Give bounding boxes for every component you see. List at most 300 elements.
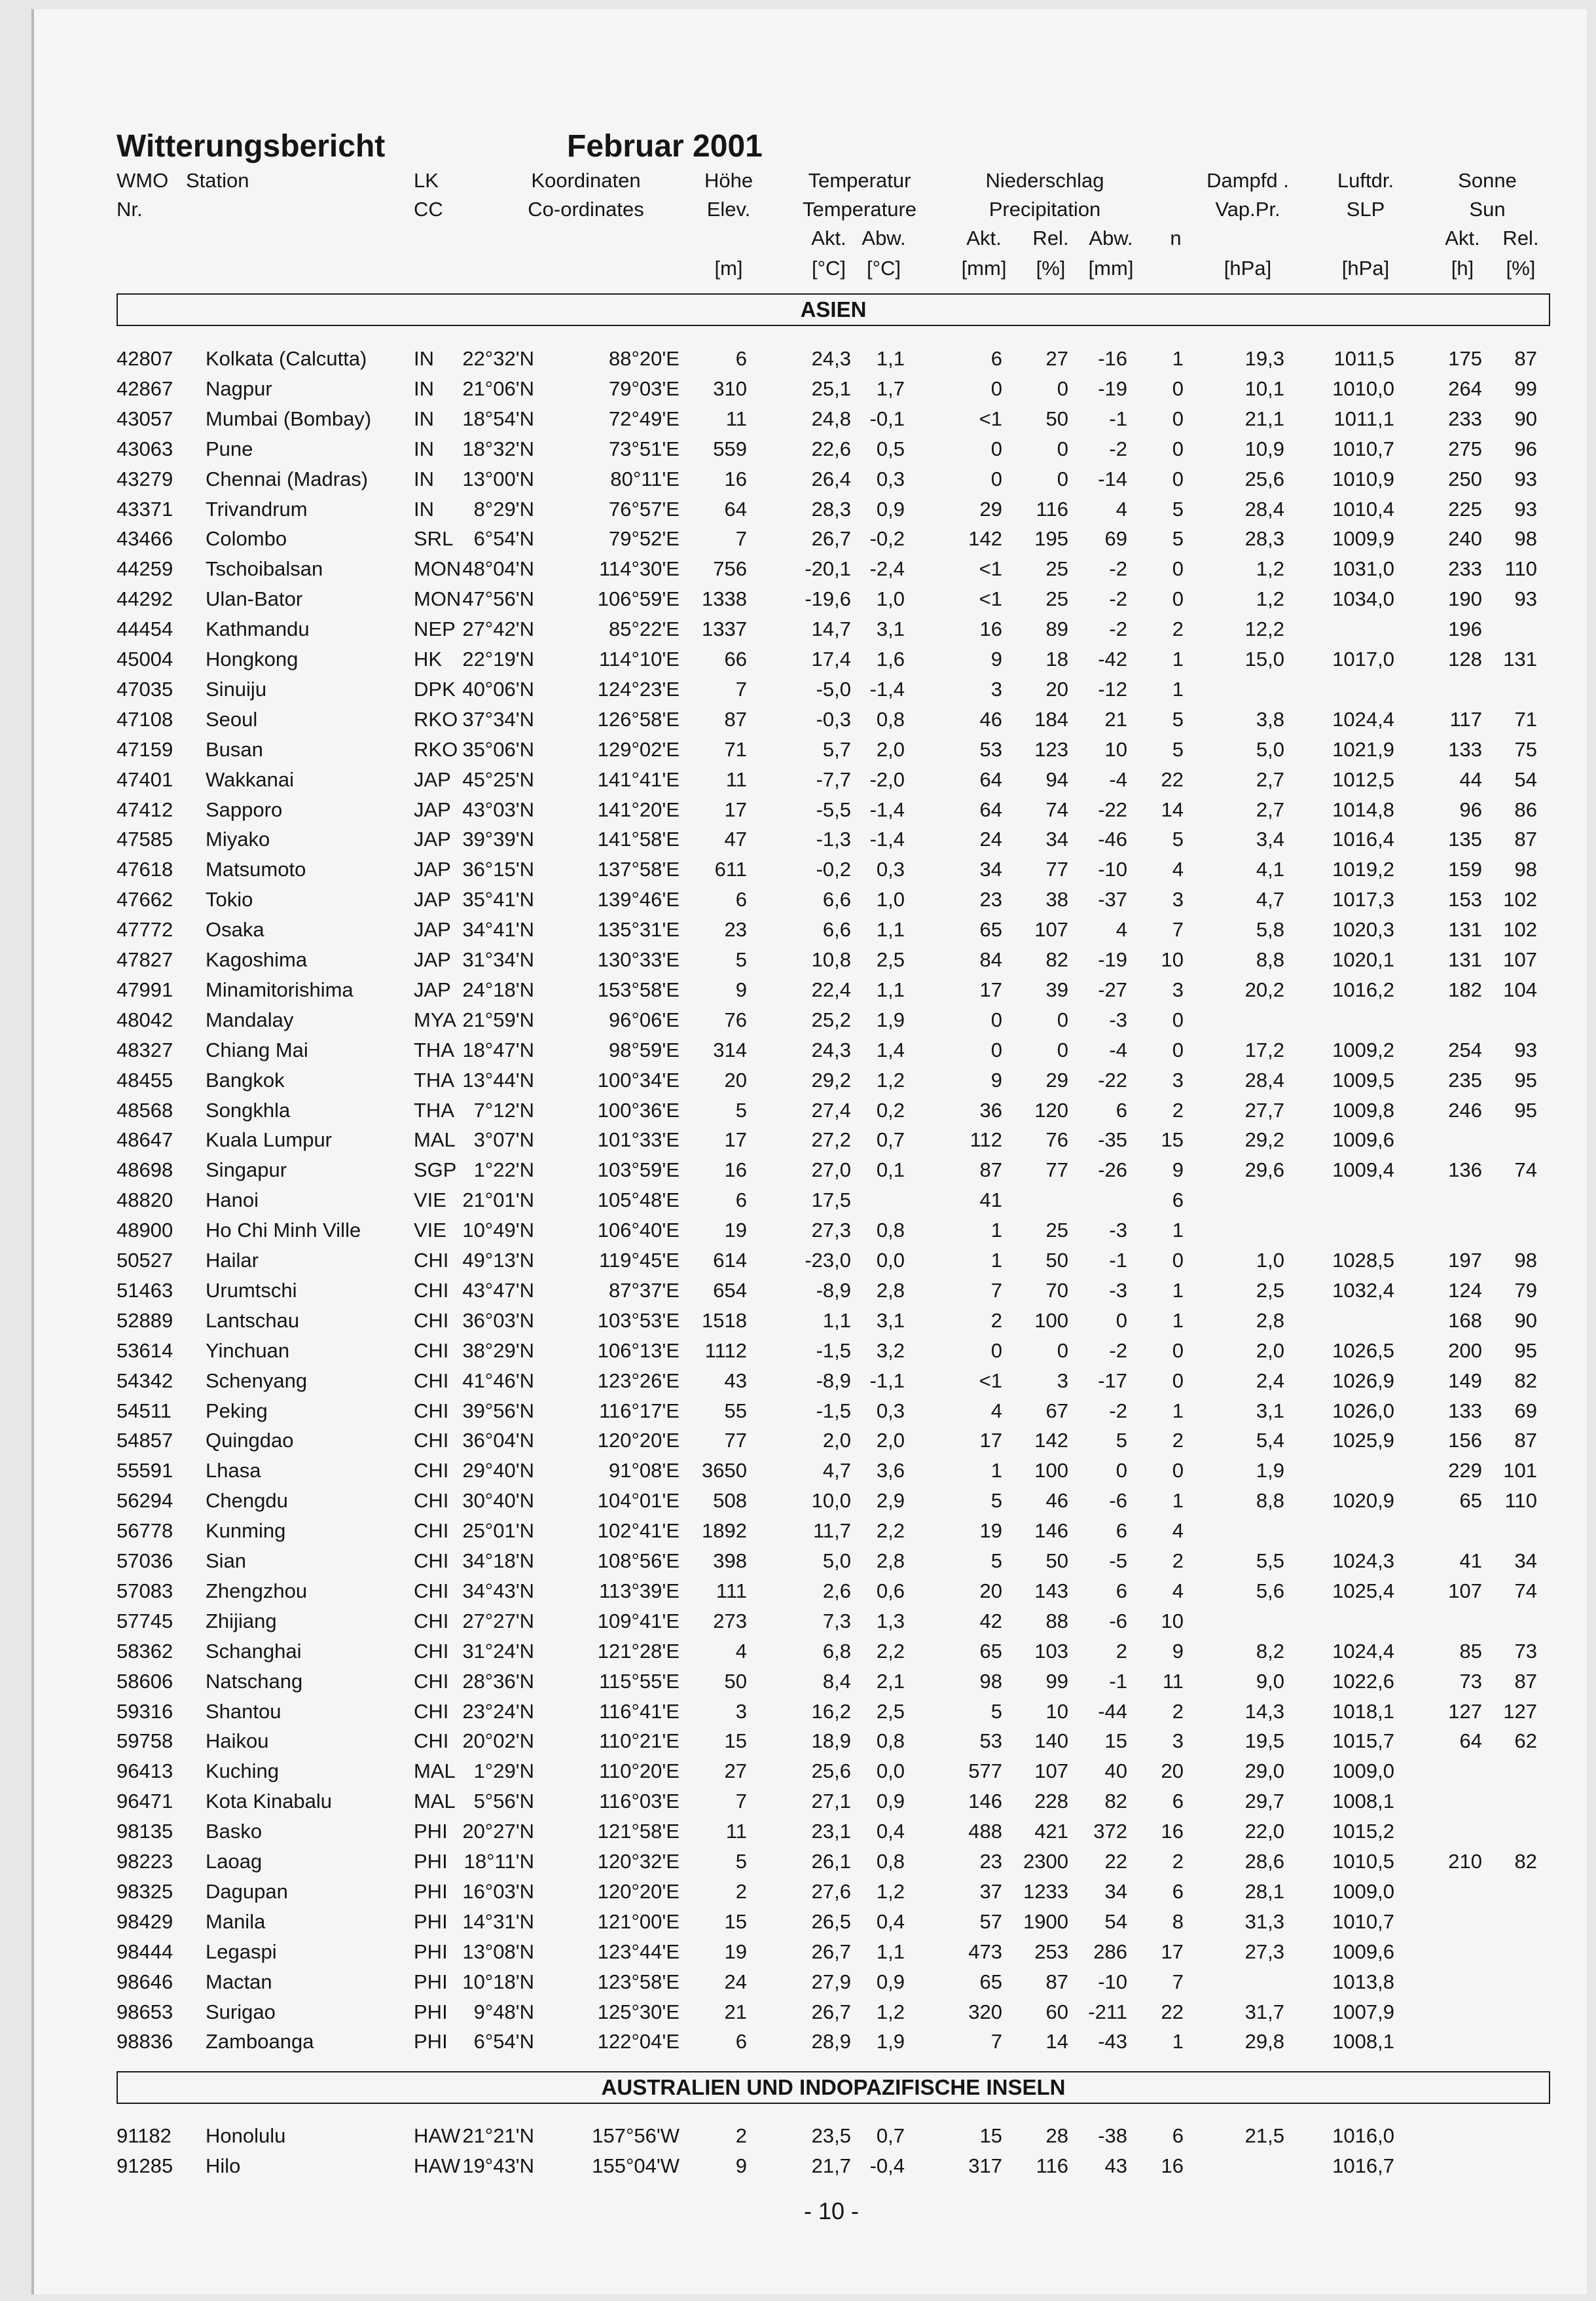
precip-deviation: 69 bbox=[1104, 527, 1127, 551]
station-name: Ho Chi Minh Ville bbox=[206, 1219, 361, 1242]
table-row bbox=[0, 1188, 1596, 1219]
station-name: Zamboanga bbox=[206, 2030, 314, 2053]
header-temp-akt: Akt. bbox=[811, 227, 846, 249]
precip-deviation: -1 bbox=[1109, 1249, 1127, 1272]
precip-deviation: -19 bbox=[1098, 948, 1127, 971]
sunshine-hours: 135 bbox=[1448, 828, 1482, 851]
station-name: Lantschau bbox=[206, 1308, 300, 1332]
precip-relative: 0 bbox=[1057, 1038, 1068, 1061]
wmo-number: 42807 bbox=[117, 347, 173, 370]
temp-deviation: 1,7 bbox=[876, 377, 905, 400]
precip-days: 1 bbox=[1172, 648, 1184, 671]
temp-deviation: 1,1 bbox=[876, 347, 905, 370]
precip-deviation: -22 bbox=[1098, 1068, 1127, 1092]
sea-level-pressure: 1011,5 bbox=[1333, 347, 1394, 370]
precip-days: 3 bbox=[1172, 978, 1184, 1001]
temp-deviation: 2,9 bbox=[876, 1489, 905, 1513]
sea-level-pressure: 1017,3 bbox=[1332, 888, 1394, 911]
vapor-pressure: 10,9 bbox=[1244, 437, 1284, 460]
precip-days: 1 bbox=[1172, 347, 1184, 370]
precip-actual: <1 bbox=[979, 587, 1002, 611]
precip-days: 9 bbox=[1172, 1158, 1184, 1182]
precip-actual: 9 bbox=[990, 648, 1002, 671]
vapor-pressure: 29,0 bbox=[1244, 1759, 1284, 1783]
precip-actual: 7 bbox=[990, 1278, 1002, 1302]
precip-days: 1 bbox=[1172, 2030, 1184, 2053]
precip-relative: 27 bbox=[1045, 347, 1068, 370]
elevation: 24 bbox=[724, 1970, 747, 1993]
latitude: 39°56'N bbox=[462, 1399, 534, 1422]
latitude: 37°34'N bbox=[462, 707, 534, 731]
station-name: Bangkok bbox=[206, 1068, 285, 1092]
table-row bbox=[0, 888, 1596, 918]
precip-actual: 4 bbox=[990, 1399, 1002, 1422]
sunshine-relative: 34 bbox=[1514, 1549, 1537, 1572]
country-code: RKO bbox=[414, 737, 458, 761]
precip-relative: 1900 bbox=[1023, 1909, 1068, 1933]
precip-relative: 253 bbox=[1034, 1940, 1068, 1963]
elevation: 19 bbox=[724, 1219, 747, 1242]
longitude: 79°52'E bbox=[609, 527, 680, 551]
longitude: 103°53'E bbox=[597, 1308, 680, 1332]
longitude: 80°11'E bbox=[610, 467, 680, 490]
header-prec-akt: Akt. bbox=[966, 227, 1002, 249]
precip-days: 6 bbox=[1172, 2124, 1184, 2147]
precip-deviation: -38 bbox=[1098, 2124, 1127, 2147]
precip-relative: 100 bbox=[1034, 1308, 1068, 1332]
elevation: 9 bbox=[735, 2154, 747, 2177]
sea-level-pressure: 1010,9 bbox=[1332, 467, 1394, 490]
sea-level-pressure: 1034,0 bbox=[1332, 587, 1394, 611]
wmo-number: 47401 bbox=[117, 767, 173, 791]
sea-level-pressure: 1009,6 bbox=[1332, 1128, 1394, 1152]
temp-actual: 2,0 bbox=[822, 1429, 851, 1452]
longitude: 110°20'E bbox=[599, 1759, 680, 1783]
wmo-number: 44292 bbox=[117, 587, 173, 611]
precip-days: 5 bbox=[1172, 527, 1184, 551]
temp-deviation: 3,1 bbox=[876, 1308, 905, 1332]
longitude: 96°06'E bbox=[609, 1008, 680, 1031]
precip-actual: 0 bbox=[990, 1338, 1002, 1362]
sea-level-pressure: 1024,4 bbox=[1332, 1639, 1394, 1663]
header-prec-unit-akt: [mm] bbox=[961, 257, 1007, 280]
longitude: 113°39'E bbox=[599, 1579, 680, 1602]
header-niederschlag: Niederschlag bbox=[985, 169, 1104, 192]
wmo-number: 53614 bbox=[117, 1338, 173, 1362]
latitude: 30°40'N bbox=[462, 1489, 534, 1513]
station-name: Kuala Lumpur bbox=[206, 1128, 333, 1152]
latitude: 6°54'N bbox=[473, 527, 534, 551]
temp-deviation: 2,1 bbox=[876, 1669, 905, 1693]
precip-deviation: 4 bbox=[1115, 497, 1127, 521]
latitude: 36°15'N bbox=[462, 858, 534, 881]
sea-level-pressure: 1010,5 bbox=[1332, 1850, 1394, 1873]
vapor-pressure: 9,0 bbox=[1256, 1669, 1284, 1693]
sunshine-hours: 229 bbox=[1448, 1459, 1482, 1482]
precip-days: 1 bbox=[1172, 1278, 1184, 1302]
longitude: 116°17'E bbox=[599, 1399, 680, 1422]
latitude: 13°08'N bbox=[462, 1940, 534, 1963]
wmo-number: 54342 bbox=[117, 1369, 173, 1392]
sunshine-relative: 87 bbox=[1514, 347, 1537, 370]
elevation: 77 bbox=[724, 1429, 747, 1452]
precip-deviation: -3 bbox=[1109, 1008, 1127, 1031]
precip-actual: 53 bbox=[979, 737, 1002, 761]
sea-level-pressure: 1010,7 bbox=[1332, 1909, 1394, 1933]
sunshine-hours: 210 bbox=[1448, 1850, 1482, 1873]
country-code: PHI bbox=[414, 1970, 448, 1993]
latitude: 27°42'N bbox=[462, 617, 534, 641]
sunshine-hours: 117 bbox=[1449, 707, 1482, 731]
country-code: JAP bbox=[414, 828, 451, 851]
sea-level-pressure: 1008,1 bbox=[1332, 1790, 1394, 1813]
country-code: CHI bbox=[414, 1278, 449, 1302]
station-name: Mactan bbox=[206, 1970, 272, 1993]
precip-days: 2 bbox=[1172, 1098, 1184, 1122]
precip-deviation: -2 bbox=[1109, 587, 1127, 611]
country-code: CHI bbox=[414, 1429, 449, 1452]
temp-deviation: 0,9 bbox=[876, 1970, 905, 1993]
precip-actual: 64 bbox=[979, 767, 1002, 791]
elevation: 5 bbox=[735, 948, 747, 971]
precip-actual: 146 bbox=[968, 1790, 1002, 1813]
header-prec-rel: Rel. bbox=[1032, 227, 1069, 249]
longitude: 130°33'E bbox=[597, 948, 680, 971]
precip-days: 7 bbox=[1172, 918, 1184, 942]
precip-actual: 9 bbox=[990, 1068, 1002, 1092]
table-row bbox=[0, 2030, 1596, 2060]
table-row bbox=[0, 617, 1596, 648]
sunshine-hours: 254 bbox=[1448, 1038, 1482, 1061]
sunshine-hours: 225 bbox=[1448, 497, 1482, 521]
precip-actual: 488 bbox=[968, 1820, 1002, 1843]
vapor-pressure: 31,3 bbox=[1244, 1909, 1284, 1933]
station-name: Miyako bbox=[206, 828, 270, 851]
precip-deviation: -26 bbox=[1098, 1158, 1127, 1182]
temp-deviation: 0,9 bbox=[876, 1790, 905, 1813]
table-row bbox=[0, 468, 1596, 498]
latitude: 21°59'N bbox=[462, 1008, 534, 1031]
precip-relative: 14 bbox=[1045, 2030, 1068, 2053]
precip-actual: 5 bbox=[990, 1699, 1002, 1723]
longitude: 157°56'W bbox=[592, 2124, 680, 2147]
header-temp-abw: Abw. bbox=[861, 227, 906, 249]
temp-actual: 24,8 bbox=[811, 407, 851, 430]
wmo-number: 91182 bbox=[117, 2124, 172, 2147]
table-row bbox=[0, 1279, 1596, 1309]
temp-actual: 21,7 bbox=[811, 2154, 851, 2177]
country-code: THA bbox=[414, 1098, 454, 1122]
sea-level-pressure: 1021,9 bbox=[1332, 737, 1394, 761]
vapor-pressure: 5,5 bbox=[1256, 1549, 1284, 1572]
precip-deviation: -46 bbox=[1098, 828, 1127, 851]
latitude: 34°18'N bbox=[462, 1549, 534, 1572]
sea-level-pressure: 1018,1 bbox=[1332, 1699, 1394, 1723]
sunshine-hours: 182 bbox=[1448, 978, 1482, 1001]
precip-days: 0 bbox=[1172, 1459, 1184, 1482]
precip-relative: 46 bbox=[1045, 1489, 1068, 1513]
elevation: 3 bbox=[735, 1699, 747, 1723]
wmo-number: 57745 bbox=[117, 1609, 173, 1632]
temp-actual: 8,4 bbox=[822, 1669, 851, 1693]
country-code: HK bbox=[414, 648, 443, 671]
elevation: 654 bbox=[713, 1278, 747, 1302]
precip-relative: 103 bbox=[1034, 1639, 1068, 1663]
sunshine-hours: 153 bbox=[1448, 888, 1482, 911]
precip-deviation: 22 bbox=[1104, 1850, 1127, 1873]
precip-actual: 17 bbox=[979, 1429, 1002, 1452]
precip-days: 1 bbox=[1172, 677, 1184, 701]
precip-days: 22 bbox=[1161, 2000, 1184, 2023]
precip-deviation: 372 bbox=[1093, 1820, 1127, 1843]
country-code: PHI bbox=[414, 1820, 448, 1843]
sunshine-hours: 131 bbox=[1448, 948, 1482, 971]
vapor-pressure: 20,2 bbox=[1244, 978, 1284, 1001]
wmo-number: 58362 bbox=[117, 1639, 173, 1663]
table-row bbox=[0, 708, 1596, 738]
vapor-pressure: 15,0 bbox=[1244, 648, 1284, 671]
precip-actual: 6 bbox=[990, 347, 1002, 370]
longitude: 102°41'E bbox=[597, 1519, 680, 1543]
latitude: 18°54'N bbox=[462, 407, 534, 430]
wmo-number: 47412 bbox=[117, 798, 173, 821]
precip-deviation: -22 bbox=[1098, 798, 1127, 821]
station-name: Basko bbox=[206, 1820, 263, 1843]
temp-actual: 27,3 bbox=[811, 1219, 851, 1242]
sea-level-pressure: 1016,4 bbox=[1332, 828, 1394, 851]
header-nr: Nr. bbox=[117, 198, 143, 221]
precip-days: 3 bbox=[1172, 1729, 1184, 1753]
sunshine-hours: 133 bbox=[1448, 737, 1482, 761]
precip-relative: 1233 bbox=[1023, 1879, 1068, 1903]
precip-relative: 3 bbox=[1057, 1369, 1068, 1392]
precip-relative: 143 bbox=[1034, 1579, 1068, 1602]
sunshine-relative: 102 bbox=[1503, 888, 1537, 911]
country-code: HAW bbox=[414, 2154, 461, 2177]
temp-actual: 27,6 bbox=[811, 1879, 851, 1903]
longitude: 121°28'E bbox=[597, 1639, 680, 1663]
sea-level-pressure: 1009,8 bbox=[1332, 1098, 1394, 1122]
longitude: 141°41'E bbox=[597, 767, 680, 791]
precip-deviation: 82 bbox=[1104, 1790, 1127, 1813]
vapor-pressure: 5,0 bbox=[1256, 737, 1284, 761]
latitude: 21°01'N bbox=[462, 1188, 534, 1212]
country-code: MYA bbox=[414, 1008, 456, 1031]
elevation: 55 bbox=[724, 1399, 747, 1422]
precip-relative: 50 bbox=[1045, 1249, 1068, 1272]
temp-deviation: -0,2 bbox=[869, 527, 905, 551]
sea-level-pressure: 1015,7 bbox=[1332, 1729, 1394, 1753]
vapor-pressure: 3,4 bbox=[1256, 828, 1284, 851]
vapor-pressure: 10,1 bbox=[1244, 377, 1284, 400]
wmo-number: 50527 bbox=[117, 1249, 173, 1272]
precip-relative: 29 bbox=[1045, 1068, 1068, 1092]
elevation: 47 bbox=[724, 828, 747, 851]
table-row bbox=[0, 1940, 1596, 1970]
precip-actual: 3 bbox=[990, 677, 1002, 701]
sea-level-pressure: 1025,4 bbox=[1332, 1579, 1394, 1602]
temp-deviation: 1,1 bbox=[876, 1940, 905, 1963]
vapor-pressure: 3,1 bbox=[1256, 1399, 1284, 1422]
temp-deviation: 0,0 bbox=[876, 1249, 905, 1272]
table-row bbox=[0, 1069, 1596, 1099]
precip-deviation: -2 bbox=[1109, 437, 1127, 460]
country-code: JAP bbox=[414, 798, 451, 821]
elevation: 273 bbox=[713, 1609, 747, 1632]
vapor-pressure: 28,4 bbox=[1244, 1068, 1284, 1092]
elevation: 4 bbox=[735, 1639, 747, 1663]
precip-actual: 46 bbox=[979, 707, 1002, 731]
country-code: PHI bbox=[414, 1940, 448, 1963]
wmo-number: 48900 bbox=[117, 1219, 173, 1242]
wmo-number: 51463 bbox=[117, 1278, 173, 1302]
precip-days: 17 bbox=[1161, 1940, 1184, 1963]
precip-days: 0 bbox=[1172, 1008, 1184, 1031]
sunshine-relative: 73 bbox=[1514, 1639, 1537, 1663]
header-coordinates: Co-ordinates bbox=[528, 198, 644, 221]
precip-actual: 65 bbox=[979, 918, 1002, 942]
country-code: CHI bbox=[414, 1459, 449, 1482]
wmo-number: 48327 bbox=[117, 1038, 173, 1061]
temp-deviation: -0,1 bbox=[869, 407, 905, 430]
precip-actual: 0 bbox=[990, 377, 1002, 400]
wmo-number: 96413 bbox=[117, 1759, 173, 1783]
station-name: Chengdu bbox=[206, 1489, 288, 1513]
sunshine-relative: 71 bbox=[1514, 707, 1537, 731]
temp-deviation: 3,2 bbox=[876, 1338, 905, 1362]
vapor-pressure: 19,5 bbox=[1244, 1729, 1284, 1753]
table-row bbox=[0, 978, 1596, 1008]
temp-actual: -1,3 bbox=[816, 828, 851, 851]
precip-actual: 36 bbox=[979, 1098, 1002, 1122]
precip-days: 2 bbox=[1172, 1699, 1184, 1723]
station-name: Hilo bbox=[206, 2154, 241, 2177]
table-row bbox=[0, 1399, 1596, 1429]
vapor-pressure: 21,1 bbox=[1244, 407, 1284, 430]
sunshine-relative: 87 bbox=[1514, 828, 1537, 851]
wmo-number: 98444 bbox=[117, 1940, 173, 1963]
country-code: PHI bbox=[414, 2000, 448, 2023]
sea-level-pressure: 1010,7 bbox=[1332, 437, 1394, 460]
precip-relative: 77 bbox=[1045, 1158, 1068, 1182]
sunshine-relative: 95 bbox=[1514, 1098, 1537, 1122]
header-slp-unit: [hPa] bbox=[1341, 257, 1390, 280]
station-name: Kunming bbox=[206, 1519, 286, 1543]
station-name: Hanoi bbox=[206, 1188, 259, 1212]
precip-actual: 7 bbox=[990, 2030, 1002, 2053]
vapor-pressure: 5,6 bbox=[1256, 1579, 1284, 1602]
station-name: Haikou bbox=[206, 1729, 269, 1753]
precip-actual: 87 bbox=[979, 1158, 1002, 1182]
wmo-number: 44259 bbox=[117, 557, 173, 581]
temp-actual: -7,7 bbox=[816, 767, 851, 791]
precip-deviation: -211 bbox=[1088, 2000, 1127, 2023]
header-slp: SLP bbox=[1346, 198, 1385, 221]
sunshine-hours: 133 bbox=[1448, 1399, 1482, 1422]
country-code: IN bbox=[414, 497, 434, 521]
country-code: IN bbox=[414, 467, 434, 490]
elevation: 6 bbox=[735, 2030, 747, 2053]
vapor-pressure: 28,4 bbox=[1244, 497, 1284, 521]
sunshine-relative: 87 bbox=[1514, 1669, 1537, 1693]
precip-relative: 2300 bbox=[1023, 1850, 1068, 1873]
station-name: Osaka bbox=[206, 918, 264, 942]
precip-days: 8 bbox=[1172, 1909, 1184, 1933]
sea-level-pressure: 1020,1 bbox=[1332, 948, 1394, 971]
precip-deviation: -2 bbox=[1109, 1399, 1127, 1422]
latitude: 3°07'N bbox=[473, 1128, 534, 1152]
header-sonne: Sonne bbox=[1458, 169, 1517, 192]
table-row bbox=[0, 1820, 1596, 1850]
sea-level-pressure: 1026,5 bbox=[1332, 1338, 1394, 1362]
sunshine-relative: 93 bbox=[1514, 467, 1537, 490]
precip-relative: 0 bbox=[1057, 1338, 1068, 1362]
wmo-number: 48647 bbox=[117, 1128, 173, 1152]
precip-days: 9 bbox=[1172, 1639, 1184, 1663]
longitude: 106°40'E bbox=[597, 1219, 680, 1242]
temp-actual: 24,3 bbox=[811, 1038, 851, 1061]
sea-level-pressure: 1009,9 bbox=[1332, 527, 1394, 551]
sea-level-pressure: 1009,6 bbox=[1332, 1940, 1394, 1963]
sunshine-relative: 98 bbox=[1514, 858, 1537, 881]
longitude: 114°10'E bbox=[599, 648, 680, 671]
header-vap-unit: [hPa] bbox=[1224, 257, 1272, 280]
precip-actual: 42 bbox=[979, 1609, 1002, 1632]
station-name: Lhasa bbox=[206, 1459, 261, 1482]
table-row bbox=[0, 1700, 1596, 1730]
sunshine-hours: 275 bbox=[1448, 437, 1482, 460]
table-row bbox=[0, 1128, 1596, 1158]
temp-deviation: 0,8 bbox=[876, 1219, 905, 1242]
precip-days: 0 bbox=[1172, 1338, 1184, 1362]
table-row bbox=[0, 1880, 1596, 1910]
header-precipitation: Precipitation bbox=[988, 198, 1101, 221]
station-name: Tschoibalsan bbox=[206, 557, 323, 581]
station-name: Trivandrum bbox=[206, 497, 308, 521]
precip-actual: 577 bbox=[968, 1759, 1002, 1783]
precip-relative: 82 bbox=[1045, 948, 1068, 971]
wmo-number: 47618 bbox=[117, 858, 173, 881]
precip-deviation: -37 bbox=[1098, 888, 1127, 911]
temp-deviation: 1,3 bbox=[876, 1609, 905, 1632]
country-code: IN bbox=[414, 407, 434, 430]
wmo-number: 54511 bbox=[117, 1399, 172, 1422]
elevation: 11 bbox=[725, 1820, 747, 1843]
precip-actual: 1 bbox=[990, 1219, 1002, 1242]
station-name: Honolulu bbox=[206, 2124, 286, 2147]
temp-actual: 26,4 bbox=[811, 467, 851, 490]
precip-relative: 142 bbox=[1034, 1429, 1068, 1452]
country-code: CHI bbox=[414, 1729, 449, 1753]
temp-actual: 29,2 bbox=[811, 1068, 851, 1092]
wmo-number: 98135 bbox=[117, 1820, 173, 1843]
table-row bbox=[0, 648, 1596, 678]
precip-relative: 20 bbox=[1045, 677, 1068, 701]
country-code: CHI bbox=[414, 1338, 449, 1362]
section-header bbox=[117, 293, 1550, 326]
sunshine-relative: 75 bbox=[1514, 737, 1537, 761]
station-name: Zhijiang bbox=[206, 1609, 277, 1632]
station-name: Mandalay bbox=[206, 1008, 294, 1031]
precip-actual: 98 bbox=[979, 1669, 1002, 1693]
vapor-pressure: 29,6 bbox=[1244, 1158, 1284, 1182]
precip-actual: 142 bbox=[968, 527, 1002, 551]
station-name: Laoag bbox=[206, 1850, 263, 1873]
country-code: CHI bbox=[414, 1489, 449, 1513]
wmo-number: 48568 bbox=[117, 1098, 173, 1122]
precip-days: 0 bbox=[1172, 437, 1184, 460]
longitude: 88°20'E bbox=[609, 347, 680, 370]
